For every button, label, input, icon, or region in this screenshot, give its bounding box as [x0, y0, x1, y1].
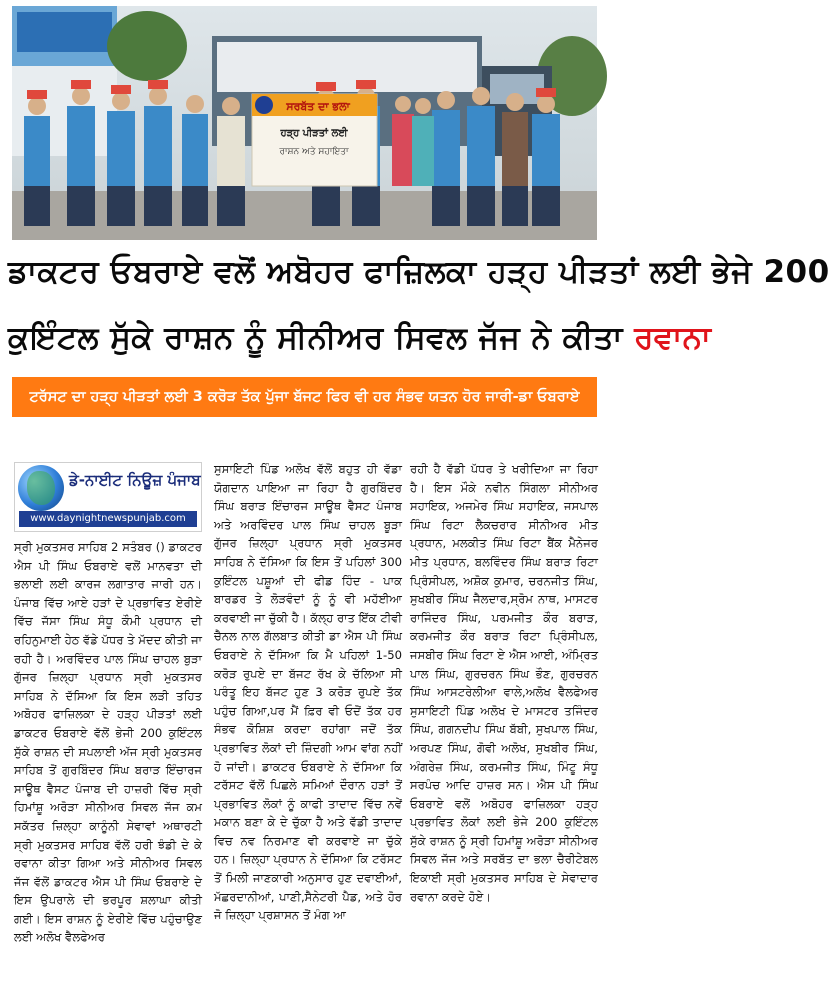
publication-name: ਡੇ-ਨਾਈਟ ਨਿਊਜ਼ ਪੰਜਾਬ — [69, 471, 201, 489]
article-column-3: ਰਹੀ ਹੈ ਵੱਡੀ ਪੱਧਰ ਤੇ ਖਰੀਦਿਆ ਜਾ ਰਿਹਾ ਹੈ। ਇਸ ਮੌਕੇ ਨਵੀਨ ਸਿੰਗਲਾ ਸੀਨੀਅਰ ਸਹਾਇਕ, ਅਜਮੇਰ ਸਿੰਘ ਸਹਾਇਕ, ਜਸਪਾਲ ਸਿੰਘ ਰਿਟਾ ਲੈਕਚਰਾਰ ਸੀਨੀਅਰ ਮੀਤ ਪ੍ਰਧਾਨ, ਮਲਕੀਤ ਸਿੰਘ ਰਿਟਾ ਬੈਂਕ ਮੈਨੇਜਰ ਮੀਤ ਪ੍ਰਧਾਨ, ਬਲਵਿੰਦਰ ਸਿੰਘ ਬਰਾੜ ਰਿਟਾ ਪ੍ਰਿੰਸੀਪਲ, ਅਸ਼ੋਕ ਕੁਮਾਰ, ਚਰਨਜੀਤ ਸਿੰਘ, ਸੁਖਬੀਰ ਸਿੰਘ ਜੈਲਦਾਰ,ਸ੍ਰੋਮ ਨਾਥ, ਮਾਸਟਰ ਰਾਜਿੰਦਰ ਸਿੰਘ, ਪਰਮਜੀਤ ਕੌਰ ਬਰਾੜ, ਕਰਮਜੀਤ ਕੌਰ ਬਰਾੜ ਰਿਟਾ ਪ੍ਰਿੰਸੀਪਲ, ਜਸਬੀਰ ਸਿੰਘ ਰਿਟਾ ਏ ਐਸ ਆਈ, ਅੰਮ੍ਰਿਤ ਪਾਲ ਸਿੰਘ, ਗੁਰਚਰਨ ਸਿੰਘ ਭੌਣ, ਗੁਰਚਰਨ ਸਿੰਘ ਆਸਟਰੇਲੀਆ ਵਾਲੇ,ਅਲੋਖ ਵੈਲਫੇਅਰ ਸੁਸਾਇਟੀ ਪਿੰਡ ਅਲੋਖ ਦੇ ਮਾਸਟਰ ਤਜਿੰਦਰ ਸਿੰਘ, ਗਗਨਦੀਪ ਸਿੰਘ ਬੱਬੀ, ਸੁਖਪਾਲ ਸਿੰਘ, ਅਰਪਣ ਸਿੰਘ, ਗੋਵੀ ਅਲੋਖ, ਸੁਖਬੀਰ ਸਿੰਘ, ਅੰਗਰੇਜ਼ ਸਿੰਘ, ਕਰਮਜੀਤ ਸਿੰਘ, ਮਿੰਟੂ ਸੰਧੂ ਸਰਪੰਚ ਆਦਿ ਹਾਜ਼ਰ ਸਨ। ਐਸ ਪੀ ਸਿੰਘ ਓਬਰਾਏ ਵਲੋਂ ਅਬੋਹਰ ਫਾਜ਼ਿਲਕਾ ਹੜ੍ਹ ਪ੍ਰਭਾਵਿਤ ਲੋਕਾਂ ਲਈ ਭੇਜੇ 200 ਕੁਇੰਟਲ ਸੁੱਕੇ ਰਾਸ਼ਨ ਨੂੰ ਸ੍ਰੀ ਹਿਮਾਂਸ਼ੂ ਅਰੋੜਾ ਸੀਨੀਅਰ ਸਿਵਲ ਜੱਜ ਅਤੇ ਸਰਬੱਤ ਦਾ ਭਲਾ ਚੈਰੀਟੇਬਲ ਇਕਾਈ ਸ੍ਰੀ ਮੁਕਤਸਰ ਸਾਹਿਬ ਦੇ ਸੇਵਾਦਾਰ ਰਵਾਨਾ ਕਰਦੇ ਹੋਏ। — [410, 462, 598, 904]
banner-line-1: ਹੜ੍ਹ ਪੀੜਤਾਂ ਲਈ — [280, 128, 348, 139]
banner-line-2: ਰਾਸ਼ਨ ਅਤੇ ਸਹਾਇਤਾ — [279, 147, 349, 157]
publication-logo — [14, 462, 202, 532]
article-column-1: ਸ੍ਰੀ ਮੁਕਤਸਰ ਸਾਹਿਬ 2 ਸਤੰਬਰ () ਡਾਕਟਰ ਐਸ ਪੀ ਸਿੰਘ ਓਬਰਾਏ ਵਲੋਂ ਮਾਨਵਤਾ ਦੀ ਭਲਾਈ ਲਈ ਕਾਰਜ ਲਗਾਤਾਰ ਜਾਰੀ ਹਨ। ਪੰਜਾਬ ਵਿੱਚ ਆਏ ਹੜਾਂ ਦੇ ਪ੍ਰਭਾਵਿਤ ਏਰੀਏ ਵਿੱਚ ਜੱਸਾ ਸਿੰਘ ਸੰਧੂ ਕੌਮੀ ਪ੍ਰਧਾਨ ਦੀ ਰਹਿਨੁਮਾਈ ਹੇਠ ਵੱਡੇ ਪੱਧਰ ਤੇ ਮੱਦਦ ਕੀਤੀ ਜਾ ਰਹੀ ਹੈ। ਅਰਵਿੰਦਰ ਪਾਲ ਸਿੰਘ ਚਾਹਲ ਬੁੜਾ ਗੁੱਜਰ ਜ਼ਿਲ੍ਹਾ ਪ੍ਰਧਾਨ ਸ੍ਰੀ ਮੁਕਤਸਰ ਸਾਹਿਬ ਨੇ ਦੱਸਿਆ ਕਿ ਇਸ ਲੜੀ ਤਹਿਤ ਅਬੋਹਰ ਫਾਜ਼ਿਲਕਾ ਦੇ ਹੜ੍ਹ ਪੀੜਤਾਂ ਲਈ ਡਾਕਟਰ ਓਬਰਾਏ ਵੱਲੋਂ ਭੇਜੀ 200 ਕੁਇੰਟਲ ਸੁੱਕੇ ਰਾਸ਼ਨ ਦੀ ਸਪਲਾਈ ਅੱਜ ਸ੍ਰੀ ਮੁਕਤਸਰ ਸਾਹਿਬ ਤੋਂ ਗੁਰਬਿੰਦਰ ਸਿੰਘ ਬਰਾੜ ਇੰਚਾਰਜ ਸਾਊਥ ਵੈਸਟ ਪੰਜਾਬ ਦੀ ਹਾਜ਼ਰੀ ਵਿੱਚ ਸ੍ਰੀ ਹਿਮਾਂਸ਼ੂ ਅਰੋੜਾ ਸੀਨੀਅਰ ਸਿਵਲ ਜੱਜ ਕਮ ਸਕੱਤਰ ਜ਼ਿਲ੍ਹਾ ਕਾਨੂੰਨੀ ਸੇਵਾਵਾਂ ਅਥਾਰਟੀ ਸ੍ਰੀ ਮੁਕਤਸਰ ਸਾਹਿਬ ਵੱਲੋਂ ਹਰੀ ਝੰਡੀ ਦੇ ਕੇ ਰਵਾਨਾ ਕੀਤਾ ਗਿਆ ਅਤੇ ਸੀਨੀਅਰ ਸਿਵਲ ਜੱਜ ਵੱਲੋਂ ਡਾਕਟਰ ਐਸ ਪੀ ਸਿੰਘ ਓਬਰਾਏ ਦੇ ਇਸ ਉਪਰਾਲੇ ਦੀ ਭਰਪੂਰ ਸ਼ਲਾਘਾ ਕੀਤੀ ਗਈ। ਇਸ ਰਾਸ਼ਨ ਨੂੰ ਏਰੀਏ ਵਿੱਚ ਪਹੁੰਚਾਉਣ ਲਈ ਅਲੋਖ ਵੈਲਫੇਅਰ — [14, 540, 202, 945]
headline-line-1: ਡਾਕਟਰ ਓਬਰਾਏ ਵਲੋਂ ਅਬੋਹਰ ਫਾਜ਼ਿਲਕਾ ਹੜ੍ਹ ਪੀੜਤਾਂ ਲਈ ਭੇਜੇ 200 — [8, 254, 830, 290]
article-column-2: ਸੁਸਾਇਟੀ ਪਿੰਡ ਅਲੋਖ ਵੱਲੋਂ ਬਹੁਤ ਹੀ ਵੱਡਾ ਯੋਗਦਾਨ ਪਾਇਆ ਜਾ ਰਿਹਾ ਹੈ ਗੁਰਬਿੰਦਰ ਸਿੰਘ ਬਰਾੜ ਇੰਚਾਰਜ ਸਾਊਥ ਵੈਸਟ ਪੰਜਾਬ ਅਤੇ ਅਰਵਿੰਦਰ ਪਾਲ ਸਿੰਘ ਚਾਹਲ ਬੂੜਾ ਗੁੱਜਰ ਜ਼ਿਲ੍ਹਾ ਪ੍ਰਧਾਨ ਸ੍ਰੀ ਮੁਕਤਸਰ ਸਾਹਿਬ ਨੇ ਦੱਸਿਆ ਕਿ ਇਸ ਤੋਂ ਪਹਿਲਾਂ 300 ਕੁਇੰਟਲ ਪਸ਼ੂਆਂ ਦੀ ਫੀਡ ਹਿੰਦ - ਪਾਕ ਬਾਰਡਰ ਤੇ ਲੋੜਵੰਦਾਂ ਨੂੰ ਨੂੰ ਵੀ ਮਹੱਈਆ ਕਰਵਾਈ ਜਾ ਚੁੱਕੀ ਹੈ। ਕੱਲ੍ਹ ਰਾਤ ਇੱਕ ਟੀਵੀ ਚੈਨਲ ਨਾਲ ਗੱਲਬਾਤ ਕੀਤੀ ਡਾ ਐਸ ਪੀ ਸਿੰਘ ਓਬਰਾਏ ਨੇ ਦੱਸਿਆ ਕਿ ਮੈ ਪਹਿਲਾਂ 1-50 ਕਰੋੜ ਰੁਪਏ ਦਾ ਬੱਜਟ ਰੱਖ ਕੇ ਚੱਲਿਆ ਸੀ ਪਰੰਤੂ ਇਹ ਬੱਜਟ ਹੁਣ 3 ਕਰੋੜ ਰੁਪਏ ਤੱਕ ਪਹੁੰਚ ਗਿਆ,ਪਰ ਮੈਂ ਫ਼ਿਰ ਵੀ ਓਦੋਂ ਤੱਕ ਹਰ ਸੰਭਵ ਕੋਸ਼ਿਸ਼ ਕਰਦਾ ਰਹਾਂਗਾ ਜਦੋਂ ਤੱਕ ਪ੍ਰਭਾਵਿਤ ਲੋਕਾਂ ਦੀ ਜ਼ਿੰਦਗੀ ਆਮ ਵਾਂਗ ਨਹੀਂ ਹੋ ਜਾਂਦੀ। ਡਾਕਟਰ ਓਬਰਾਏ ਨੇ ਦੱਸਿਆ ਕਿ ਟਰੱਸਟ ਵੱਲੋਂ ਪਿਛਲੇ ਸਮਿਆਂ ਦੌਰਾਨ ਹੜਾਂ ਤੋਂ ਪ੍ਰਭਾਵਿਤ ਲੋਕਾਂ ਨੂੰ ਕਾਫੀ ਤਾਦਾਦ ਵਿੱਚ ਨਵੇਂ ਮਕਾਨ ਬਣਾ ਕੇ ਦੇ ਚੁੱਕਾ ਹੈ ਅਤੇ ਵੱਡੀ ਤਾਦਾਦ ਵਿਚ ਨਵ ਨਿਰਮਾਣ ਵੀ ਕਰਵਾਏ ਜਾ ਚੁੱਕੇ ਹਨ। ਜ਼ਿਲ੍ਹਾ ਪ੍ਰਧਾਨ ਨੇ ਦੱਸਿਆ ਕਿ ਟਰੱਸਟ ਤੋਂ ਮਿਲੀ ਜਾਣਕਾਰੀ ਅਨੁਸਾਰ ਹੁਣ ਦਵਾਈਆਂ, ਮੱਛਰਦਾਨੀਆਂ, ਪਾਣੀ,ਸੈਨੇਟਰੀ ਪੈਡ, ਅਤੇ ਹੋਰ ਜੋ ਜ਼ਿਲ੍ਹਾ ਪ੍ਰਸ਼ਾਸਨ ਤੋਂ ਮੰਗ ਆ — [214, 462, 402, 923]
headline-line-2-main: ਕੁਇੰਟਲ ਸੁੱਕੇ ਰਾਸ਼ਨ ਨੂੰ ਸੀਨੀਅਰ ਸਿਵਲ ਜੱਜ ਨੇ ਕੀਤਾ — [8, 320, 635, 356]
trust-banner — [252, 94, 377, 186]
sub-headline-bar: ਟਰੱਸਟ ਦਾ ਹੜ੍ਹ ਪੀੜਤਾਂ ਲਈ 3 ਕਰੋੜ ਤੱਕ ਪੁੱਜਾ ਬੱਜਟ ਫਿਰ ਵੀ ਹਰ ਸੰਭਵ ਯਤਨ ਹੋਰ ਜਾਰੀ-ਡਾ ਓਬਰਾਏ — [12, 377, 597, 417]
publication-url: www.daynightnewspunjab.com — [19, 511, 197, 527]
globe-icon — [18, 465, 64, 511]
headline-highlight: ਰਵਾਨਾ — [634, 320, 712, 356]
banner-title: ਸਰਬੱਤ ਦਾ ਭਲਾ — [286, 100, 350, 113]
news-photo — [12, 6, 597, 240]
headline-line-2 — [8, 318, 712, 358]
group-photo-illustration — [12, 6, 597, 240]
